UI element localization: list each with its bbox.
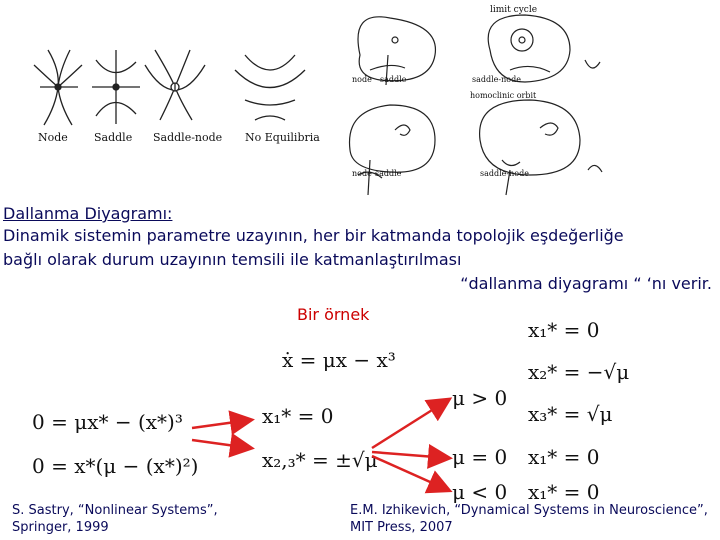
zero-equation-1: 0 = μx* − (x*)³	[32, 410, 183, 434]
mu-negative: μ < 0	[452, 480, 508, 504]
example-label: Bir örnek	[297, 305, 370, 324]
result-x1-mu-zero: x₁* = 0	[528, 445, 600, 469]
definition-line-1: Dinamik sistemin parametre uzayının, her bir katmanda topolojik eşdeğerliğe	[3, 226, 624, 245]
phase-portraits-right	[330, 0, 720, 200]
node-label: Node	[38, 131, 68, 144]
saddle-node-label: Saddle-node	[153, 131, 223, 144]
result-x1: x₁* = 0	[528, 318, 600, 342]
arrow-to-solution-2-3	[192, 440, 250, 448]
saddle-label-bottom: saddle	[375, 169, 402, 178]
result-x2: x₂* = −√μ	[528, 360, 630, 384]
mu-positive: μ > 0	[452, 386, 508, 410]
saddle-portrait	[92, 50, 140, 124]
mu-zero: μ = 0	[452, 445, 508, 469]
solution-2-3: x₂,₃* = ±√μ	[262, 448, 378, 472]
saddle-node-label-bottom: saddle-node	[480, 169, 529, 178]
citation-sastry-line-1: S. Sastry, “Nonlinear Systems”,	[12, 503, 218, 518]
saddle-label: Saddle	[94, 131, 133, 144]
definition-line-2: bağlı olarak durum uzayının temsili ile katmanlaştırılması	[3, 250, 462, 269]
definition-title: Dallanma Diyagramı:	[3, 204, 173, 223]
definition-line-3: “dallanma diyagramı “ ‘nı verir.	[460, 274, 712, 293]
limit-cycle-label: limit cycle	[490, 5, 538, 15]
node-label-bottom: node	[352, 169, 372, 178]
citation-izhikevich	[350, 502, 708, 536]
result-x3: x₃* = √μ	[528, 402, 613, 426]
arrow-to-mu-negative	[372, 456, 448, 490]
arrow-to-solution-1	[192, 420, 250, 428]
saddle-node-label-right: saddle-node	[472, 75, 521, 84]
no-equilibria-portrait	[235, 55, 305, 120]
arrow-to-mu-positive	[372, 400, 448, 448]
result-x1-mu-negative: x₁* = 0	[528, 480, 600, 504]
citation-izhikevich-line-1: E.M. Izhikevich, “Dynamical Systems in Neuroscience”,	[350, 503, 708, 518]
no-equilibria-label: No Equilibria	[245, 131, 320, 144]
node-portrait	[34, 50, 82, 125]
node-label-right: node	[352, 75, 372, 84]
zero-equation-2: 0 = x*(μ − (x*)²)	[32, 454, 199, 478]
system-equation: ẋ = μx − x³	[282, 348, 396, 372]
citation-sastry	[12, 502, 218, 536]
phase-portraits-left	[30, 40, 350, 205]
citation-sastry-line-2: Springer, 1999	[12, 520, 109, 535]
homoclinic-orbit-label: homoclinic orbit	[470, 91, 537, 100]
saddle-node-portrait	[145, 50, 205, 120]
saddle-label-right: saddle	[380, 75, 407, 84]
arrow-to-mu-zero	[372, 452, 448, 458]
solution-1: x₁* = 0	[262, 404, 334, 428]
citation-izhikevich-line-2: MIT Press, 2007	[350, 520, 453, 535]
